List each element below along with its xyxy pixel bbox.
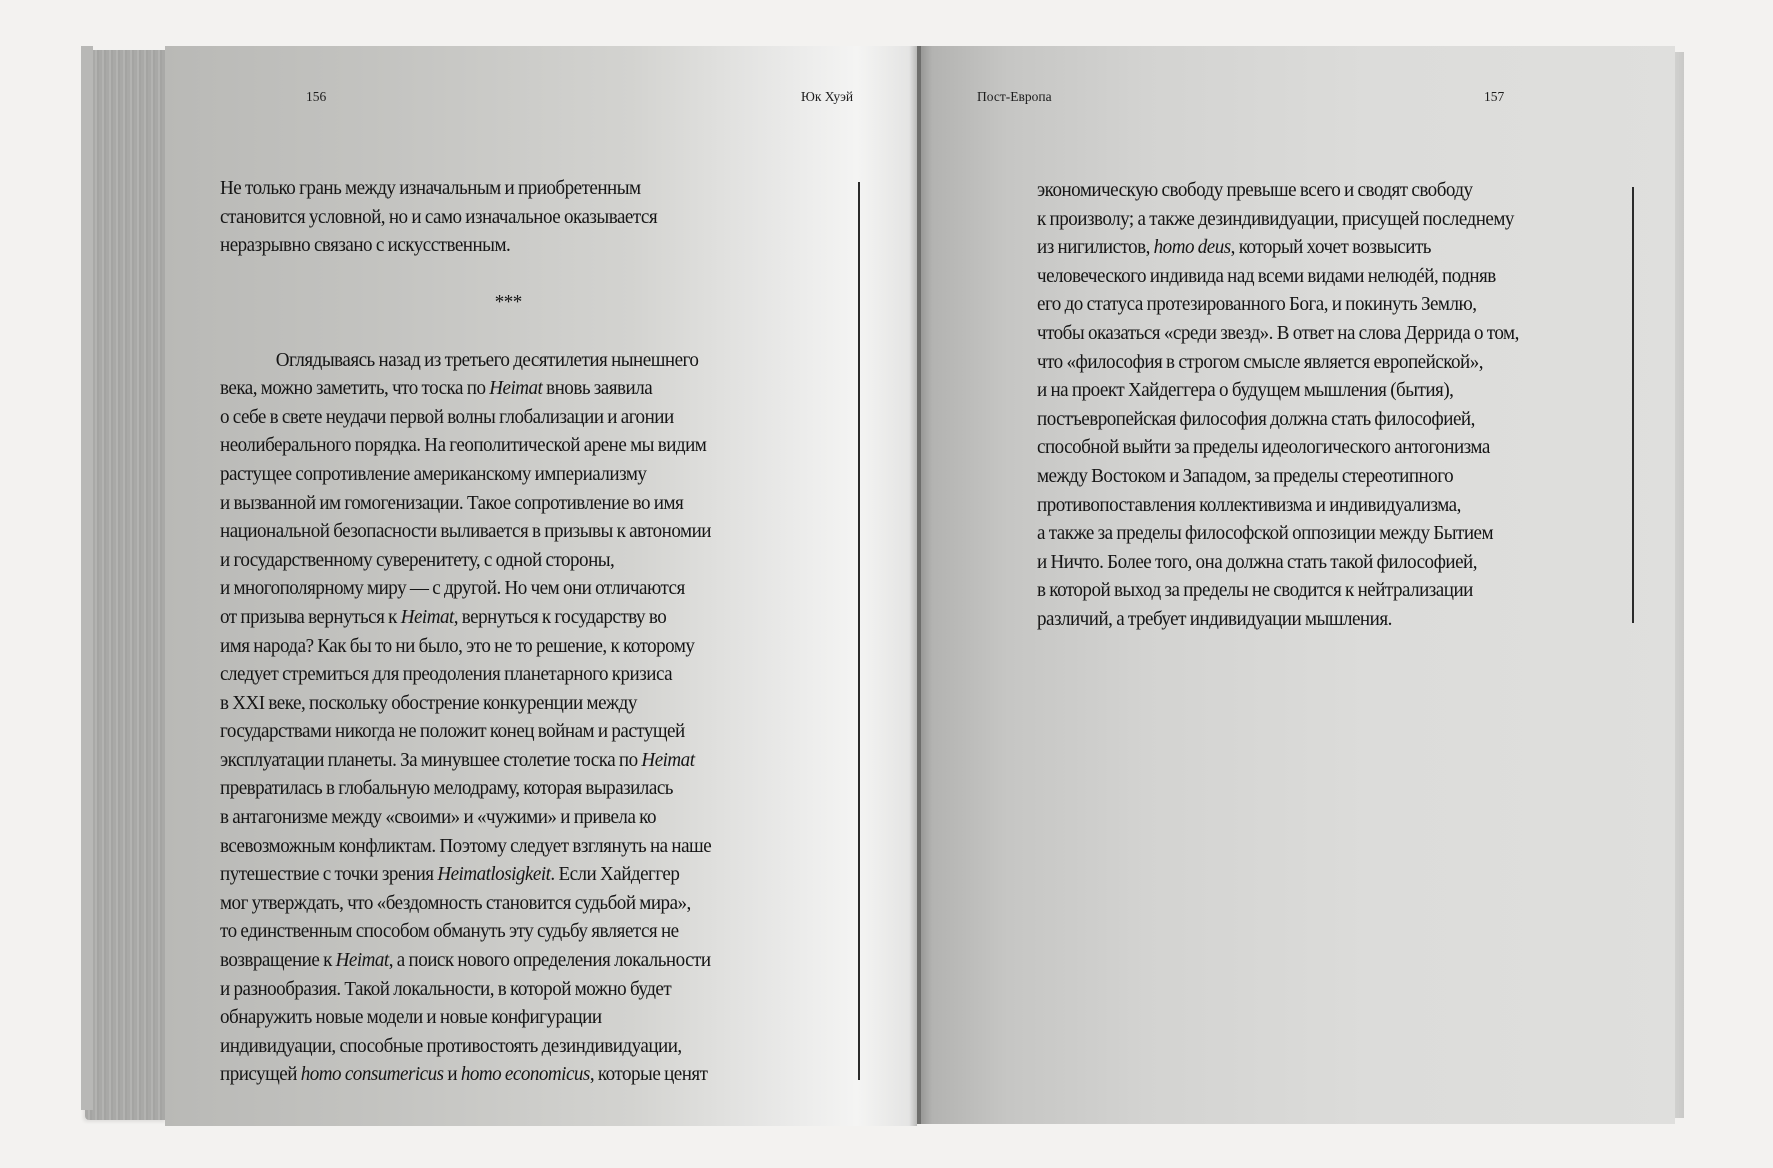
text-line: из нигилистов, homo deus, который хочет возвысить: [1037, 236, 1431, 259]
text-line: и многополярному миру — с другой. Но чем они отличаются: [220, 577, 685, 600]
text-line: то единственным способом обмануть эту судьбу является не: [220, 920, 679, 943]
left-page-body: [220, 174, 787, 1089]
text-line: века, можно заметить, что тоска по Heimat вновь заявила: [220, 377, 653, 400]
text-line: эксплуатации планеты. За минувшее столетие тоска по Heimat: [220, 748, 695, 771]
right-page-number: 157: [1484, 89, 1505, 104]
right-running-head: Пост-Европа: [977, 89, 1052, 104]
text-line: в XXI веке, поскольку обострение конкуренции между: [220, 691, 637, 714]
text-line: способной выйти за пределы идеологического антогонизма: [1037, 436, 1490, 459]
left-running-head: Юк Хуэй: [801, 89, 854, 104]
text-line: неразрывно связано с искусственным.: [220, 234, 511, 257]
left-page-number: 156: [306, 89, 327, 104]
text-line: и государственному суверенитету, с одной стороны,: [220, 548, 615, 571]
text-line: к произволу; а также дезиндивидуации, присущей последнему: [1037, 207, 1514, 230]
text-line: растущее сопротивление американскому империализму: [220, 462, 647, 485]
text-line: что «философия в строгом смысле является европейской»,: [1037, 350, 1484, 373]
left-page-edges: [85, 50, 167, 1120]
text-line: присущей homo consumericus и homo economicus, которые ценят: [220, 1063, 708, 1086]
text-line: возвращение к Heimat, а поиск нового определения локальности: [220, 949, 711, 972]
text-line: его до статуса протезированного Бога, и покинуть Землю,: [1037, 293, 1477, 316]
text-line: чтобы оказаться «среди звезд». В ответ на слова Деррида о том,: [1037, 321, 1519, 344]
text-line: между Востоком и Западом, за пределы стереотипного: [1037, 464, 1454, 487]
text-line: в антагонизме между «своими» и «чужими» и привела ко: [220, 806, 656, 829]
text-line: следует стремиться для преодоления планетарного кризиса: [220, 663, 673, 686]
text-line: всевозможным конфликтам. Поэтому следует взглянуть на наше: [220, 834, 712, 857]
text-line: противопоставления коллективизма и индивидуализма,: [1037, 493, 1461, 516]
text-line: имя народа? Как бы то ни было, это не то решение, к которому: [220, 634, 695, 657]
right-page-body: [1037, 176, 1519, 634]
text-line: от призыва вернуться к Heimat, вернуться к государству во: [220, 605, 667, 628]
text-line: становится условной, но и само изначальное оказывается: [220, 205, 658, 228]
text-line: мог утверждать, что «бездомность становится судьбой мира»,: [220, 891, 691, 914]
text-line: постъевропейская философия должна стать философией,: [1037, 407, 1475, 430]
text-line: государствами никогда не положит конец войнам и растущей: [220, 720, 685, 743]
text-line: обнаружить новые модели и новые конфигурации: [220, 1006, 602, 1029]
text-line: индивидуации, способные противостоять дезиндивидуации,: [220, 1034, 682, 1057]
left-margin-rule: [858, 182, 860, 1080]
right-paragraph: [1037, 176, 1519, 634]
text-line: и вызванной им гомогенизации. Такое сопротивление во имя: [220, 491, 684, 514]
text-line: в которой выход за пределы не сводится к нейтрализации: [1037, 579, 1473, 602]
text-line: и Ничто. Более того, она должна стать такой философией,: [1037, 550, 1478, 573]
text-line: и разнообразия. Такой локальности, в которой можно будет: [220, 977, 672, 1000]
text-line: а также за пределы философской оппозиции между Бытием: [1037, 522, 1494, 545]
text-line: человеческого индивида над всеми видами нелюдéй, подняв: [1037, 264, 1496, 287]
right-margin-rule: [1632, 187, 1634, 623]
left-paragraph: [220, 346, 787, 1089]
text-line: Оглядываясь назад из третьего десятилетия нынешнего: [275, 348, 699, 371]
text-line: Не только грань между изначальным и приобретенным: [220, 177, 641, 199]
text-line: национальной безопасности выливается в призывы к автономии: [220, 520, 711, 543]
text-line: о себе в свете неудачи первой волны глобализации и агонии: [220, 405, 674, 428]
text-line: неолиберального порядка. На геополитической арене мы видим: [220, 434, 707, 457]
text-line: превратилась в глобальную мелодраму, которая выразилась: [220, 777, 673, 800]
text-line: различий, а требует индивидуации мышления.: [1037, 607, 1392, 630]
text-line: и на проект Хайдеггера о будущем мышления (бытия),: [1037, 379, 1454, 402]
text-line: путешествие с точки зрения Heimatlosigkeit. Если Хайдеггер: [220, 863, 680, 886]
section-break: ***: [494, 291, 522, 314]
text-line: экономическую свободу превыше всего и сводят свободу: [1037, 179, 1473, 201]
